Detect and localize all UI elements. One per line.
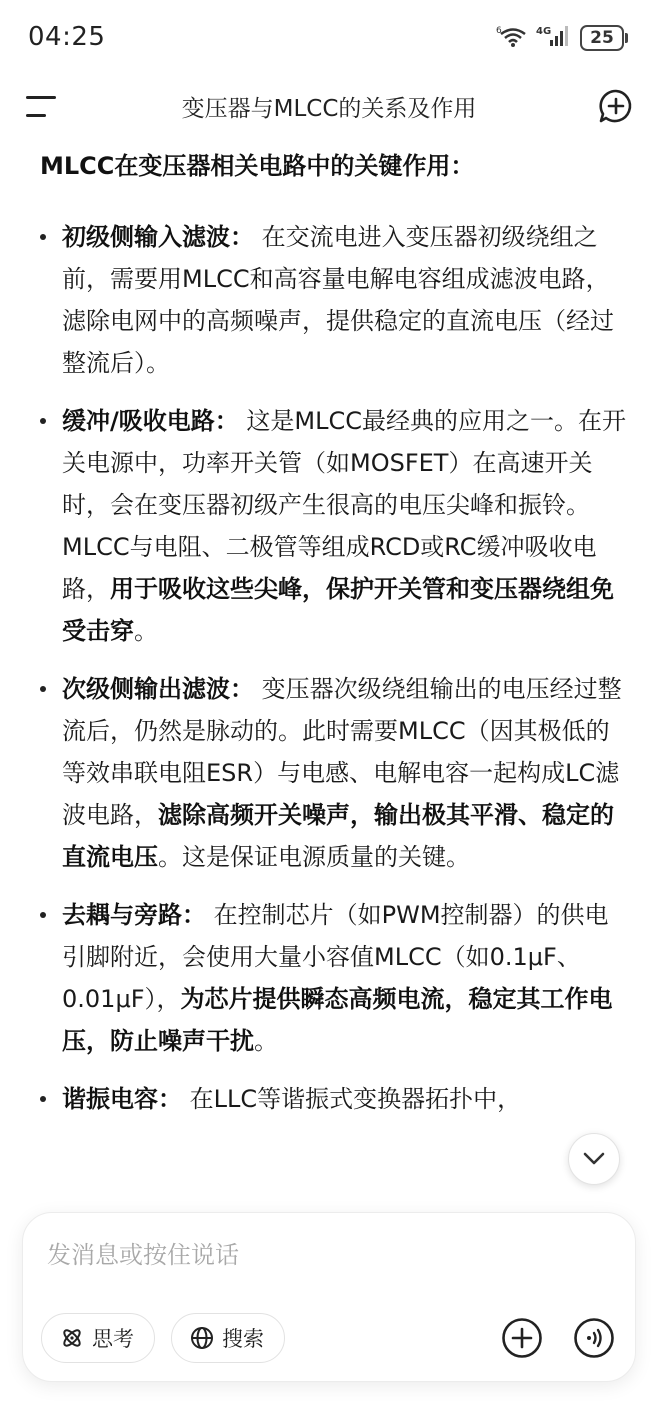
add-chat-icon[interactable] — [598, 88, 634, 124]
status-bar — [0, 0, 658, 80]
bold-text: 去耦与旁路： — [62, 901, 206, 929]
conversation-title[interactable]: 变压器与MLCC的关系及作用 — [181, 96, 477, 122]
bullet-item — [40, 668, 630, 878]
bold-text: 谐振电容： — [62, 1085, 182, 1113]
body-text: 在交流电进入变压器初级绕组之前，需要用MLCC和高容量电解电容组成滤波电路，滤除电网中的高频噪声，提供稳定的直流电压（经过整流后）。 — [62, 223, 614, 377]
bold-text: 缓冲/吸收电路： — [62, 407, 239, 435]
scroll-down-button[interactable] — [568, 1133, 620, 1185]
bullet-list — [40, 216, 630, 1120]
chevron-down-icon — [583, 1152, 605, 1166]
bold-text: 初级侧输入滤波： — [62, 223, 254, 251]
voice-icon[interactable] — [573, 1317, 615, 1359]
status-icons — [496, 24, 628, 52]
top-bar — [0, 80, 658, 136]
globe-icon — [190, 1326, 214, 1350]
bold-text: 为芯片提供瞬态高频电流，稳定其工作电压，防止噪声干扰 — [62, 985, 613, 1055]
body-text: 在控制芯片（如PWM控制器）的供电引脚附近，会使用大量小容值MLCC（如0.1μF、0.01μF）， — [62, 901, 609, 1013]
signal-icon — [536, 24, 570, 52]
body-text: 这是MLCC最经典的应用之一。在开关电源中，功率开关管（如MOSFET）在高速开关时，会在变压器初级产生很高的电压尖峰和振铃。MLCC与电阻、二极管等组成RCD或RC缓冲吸收电路， — [62, 407, 626, 603]
bold-text: 次级侧输出滤波： — [62, 675, 254, 703]
think-label: 思考 — [92, 1327, 134, 1351]
message-content — [40, 146, 630, 1210]
bold-text: 用于吸收这些尖峰，保护开关管和变压器绕组免受击穿 — [62, 575, 614, 645]
battery-icon — [580, 25, 628, 51]
wifi-icon — [496, 24, 526, 52]
atom-icon — [60, 1326, 84, 1350]
search-toggle[interactable] — [171, 1313, 285, 1363]
search-label: 搜索 — [222, 1327, 264, 1351]
think-toggle[interactable] — [41, 1313, 155, 1363]
bold-text: 滤除高频开关噪声，输出极其平滑、稳定的直流电压 — [62, 801, 614, 871]
message-input[interactable] — [47, 1233, 607, 1277]
bullet-item — [40, 216, 630, 384]
body-text: 。 — [254, 1027, 278, 1055]
bullet-item — [40, 400, 630, 652]
section-heading: MLCC在变压器相关电路中的关键作用： — [40, 152, 475, 180]
bullet-item — [40, 1078, 630, 1120]
network-type: 4G — [536, 26, 552, 37]
body-text: 变压器次级绕组输出的电压经过整流后，仍然是脉动的。此时需要MLCC（因其极低的等效串联电阻ESR）与电感、电解电容一起构成LC滤波电路， — [62, 675, 622, 829]
svg-text:6: 6 — [496, 26, 502, 36]
battery-level: 25 — [580, 25, 624, 51]
body-text: 。这是保证电源质量的关键。 — [158, 843, 470, 871]
body-text: 在LLC等谐振式变换器拓扑中， — [182, 1085, 522, 1113]
bullet-item — [40, 894, 630, 1062]
plus-icon[interactable] — [501, 1317, 543, 1359]
body-text: 。 — [134, 617, 158, 645]
status-time: 04:25 — [28, 22, 106, 52]
composer — [22, 1212, 636, 1382]
